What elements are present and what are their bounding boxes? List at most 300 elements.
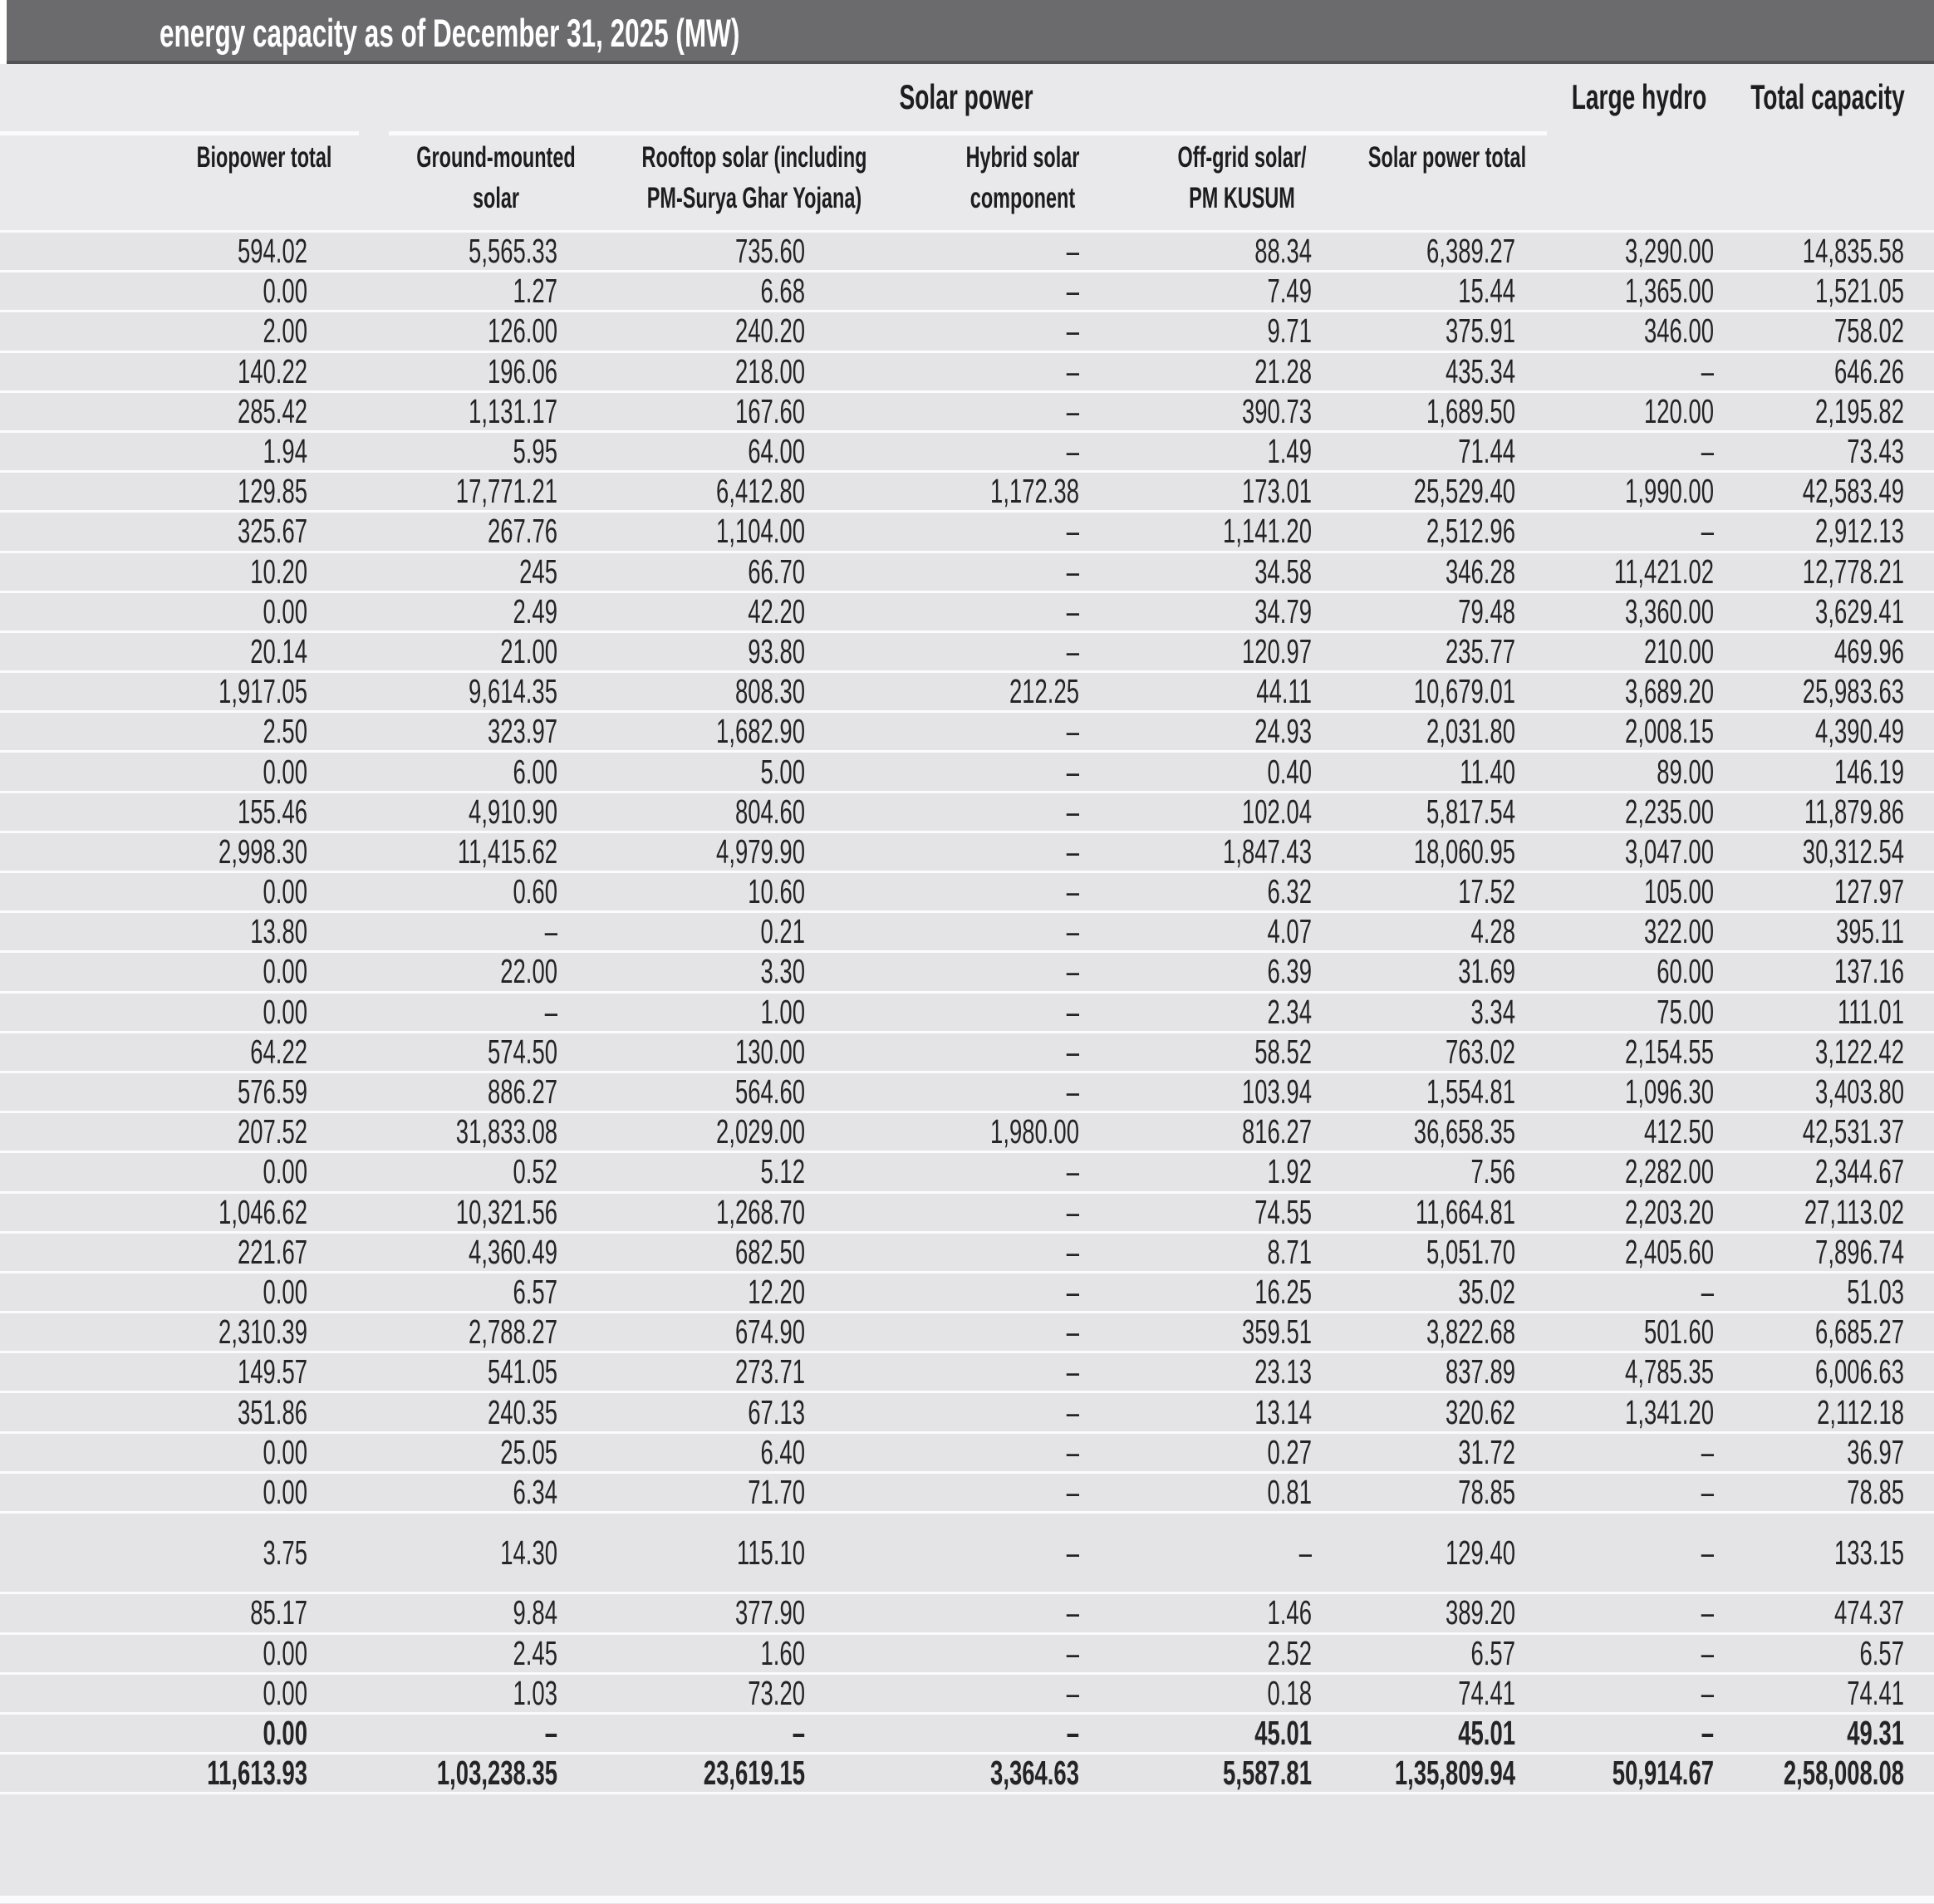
- column-header-rooftop-solar: [598, 137, 910, 218]
- column-header-line: component: [969, 182, 1076, 214]
- table-cell: –: [1066, 1472, 1079, 1511]
- table-row: [0, 1353, 1934, 1393]
- table-cell: 6.40: [760, 1432, 805, 1471]
- page-bottom-strip: [0, 1896, 1934, 1903]
- column-header-line: Hybrid solar: [965, 141, 1080, 174]
- table-cell: –: [1066, 992, 1079, 1031]
- table-cell: 85.17: [250, 1593, 307, 1632]
- table-cell: 3,689.20: [1625, 672, 1714, 711]
- table-title: energy capacity as of December 31, 2025 (MW): [160, 11, 740, 55]
- table-cell: 0.27: [1267, 1432, 1312, 1471]
- table-cell: 23.13: [1254, 1352, 1312, 1391]
- table-cell: 133.15: [1833, 1533, 1904, 1572]
- table-cell: 816.27: [1241, 1112, 1312, 1151]
- table-cell: 4,785.35: [1625, 1352, 1714, 1391]
- table-cell: 359.51: [1241, 1313, 1312, 1352]
- table-row: [0, 1594, 1934, 1634]
- table-cell: 3.34: [1470, 992, 1515, 1031]
- table-cell: 0.00: [263, 1472, 307, 1511]
- table-cell: 73.43: [1847, 432, 1904, 471]
- table-cell: 71.44: [1458, 432, 1515, 471]
- column-header-line: Ground-mounted: [416, 141, 576, 174]
- table-cell: –: [1066, 1032, 1079, 1071]
- table-cell: –: [1701, 1432, 1714, 1471]
- table-cell: 66.70: [748, 552, 805, 591]
- table-cell: –: [1701, 1472, 1714, 1511]
- table-cell: 4,390.49: [1815, 712, 1904, 751]
- table-cell: 42,531.37: [1802, 1112, 1904, 1151]
- table-cell: 2.34: [1267, 992, 1312, 1031]
- table-cell: 21.28: [1254, 351, 1312, 390]
- table-cell: 218.00: [734, 351, 805, 390]
- table-cell: 44.11: [1256, 672, 1312, 711]
- table-cell: 0.21: [760, 912, 805, 951]
- table-cell: –: [1701, 1593, 1714, 1632]
- table-cell: 2,788.27: [469, 1313, 557, 1352]
- table-cell: 1,172.38: [990, 472, 1079, 511]
- table-cell: 2,154.55: [1625, 1032, 1714, 1071]
- table-cell: –: [1066, 1232, 1079, 1271]
- table-cell: 155.46: [237, 792, 307, 831]
- table-cell: 2,031.80: [1426, 712, 1515, 751]
- table-cell: 1,341.20: [1625, 1392, 1714, 1431]
- table-cell: 235.77: [1445, 631, 1515, 670]
- table-cell: 93.80: [748, 631, 805, 670]
- table-cell: 2,008.15: [1625, 712, 1714, 751]
- table-cell: 3,629.41: [1815, 591, 1904, 631]
- table-cell: 1.46: [1267, 1593, 1312, 1632]
- table-cell: 9.71: [1267, 312, 1312, 351]
- table-cell: 64.00: [748, 432, 805, 471]
- table-cell: 804.60: [734, 792, 805, 831]
- table-cell: 111.01: [1838, 992, 1904, 1031]
- table-cell: 1,554.81: [1426, 1072, 1515, 1111]
- table-cell: –: [1701, 1633, 1714, 1672]
- table-cell: 2,58,008.08: [1783, 1754, 1904, 1793]
- table-cell: 103.94: [1241, 1072, 1312, 1111]
- table-cell: 11,415.62: [457, 832, 557, 871]
- table-cell: 18,060.95: [1413, 832, 1515, 871]
- table-cell: 51.03: [1847, 1272, 1904, 1311]
- table-cell: 10.20: [250, 552, 307, 591]
- table-cell: 6,412.80: [716, 472, 805, 511]
- table-cell: –: [1701, 351, 1714, 390]
- table-cell: 5,565.33: [469, 232, 557, 271]
- table-cell: –: [544, 1714, 557, 1753]
- table-cell: –: [544, 992, 557, 1031]
- table-cell: –: [1066, 1152, 1079, 1191]
- table-cell: 74.55: [1254, 1192, 1312, 1231]
- table-cell: 16.25: [1254, 1272, 1312, 1311]
- table-cell: 1.00: [760, 992, 805, 1031]
- table-cell: 127.97: [1833, 872, 1904, 911]
- group-header-total-capacity: Total capacity: [1750, 77, 1905, 116]
- table-cell: 3,047.00: [1625, 832, 1714, 871]
- table-cell: –: [1066, 591, 1079, 631]
- table-cell: –: [1066, 1633, 1079, 1672]
- table-cell: 31.72: [1458, 1432, 1515, 1471]
- table-cell: 469.96: [1833, 631, 1904, 670]
- table-cell: 6,006.63: [1815, 1352, 1904, 1391]
- table-cell: 1,03,238.35: [436, 1754, 557, 1793]
- table-row: [0, 1194, 1934, 1234]
- table-cell: 2,029.00: [716, 1112, 805, 1151]
- table-cell: 377.90: [734, 1593, 805, 1632]
- table-row: [0, 1073, 1934, 1113]
- table-header: [0, 64, 1934, 233]
- table-cell: 58.52: [1254, 1032, 1312, 1071]
- table-cell: –: [1066, 432, 1079, 471]
- table-row: [0, 833, 1934, 873]
- table-cell: 1.03: [513, 1673, 557, 1712]
- table-cell: 78.85: [1458, 1472, 1515, 1511]
- table-row: [0, 1675, 1934, 1715]
- table-row: [0, 1635, 1934, 1675]
- table-cell: 1.27: [513, 272, 557, 311]
- table-cell: –: [1066, 552, 1079, 591]
- table-cell: 78.85: [1847, 1472, 1904, 1511]
- table-cell: 22.00: [500, 952, 557, 991]
- table-cell: 6,685.27: [1815, 1313, 1904, 1352]
- table-row: [0, 1434, 1934, 1474]
- table-cell: 105.00: [1643, 872, 1714, 911]
- table-row: [0, 233, 1934, 272]
- table-cell: 1,131.17: [469, 391, 557, 430]
- table-cell: –: [1701, 432, 1714, 471]
- table-cell: 1,521.05: [1815, 272, 1904, 311]
- table-cell: 273.71: [734, 1352, 805, 1391]
- table-cell: 17.52: [1458, 872, 1515, 911]
- table-cell: 267.76: [487, 512, 557, 551]
- table-cell: 11,879.86: [1804, 792, 1904, 831]
- table-row: [0, 433, 1934, 473]
- table-cell: 325.67: [237, 512, 307, 551]
- column-header-line: solar: [472, 182, 520, 214]
- table-cell: 1.60: [760, 1633, 805, 1672]
- table-cell: 13.80: [250, 912, 307, 951]
- table-cell: 2.49: [513, 591, 557, 631]
- table-cell: 120.97: [1241, 631, 1312, 670]
- table-row: [0, 633, 1934, 673]
- table-cell: 1,141.20: [1223, 512, 1312, 551]
- table-cell: 501.60: [1643, 1313, 1714, 1352]
- table-cell: 35.02: [1458, 1272, 1515, 1311]
- table-cell: 4.28: [1470, 912, 1515, 951]
- table-title-bar: [7, 0, 1934, 64]
- table-cell: 320.62: [1445, 1392, 1515, 1431]
- table-cell: –: [1066, 832, 1079, 871]
- table-cell: 149.57: [237, 1352, 307, 1391]
- table-cell: –: [1066, 1272, 1079, 1311]
- table-cell: 8.71: [1267, 1232, 1312, 1271]
- table-cell: 5,587.81: [1223, 1754, 1312, 1793]
- table-cell: 24.93: [1254, 712, 1312, 751]
- table-cell: 140.22: [237, 351, 307, 390]
- column-header-line: Biopower total: [196, 141, 332, 174]
- table-cell: 0.00: [263, 952, 307, 991]
- table-row: [0, 312, 1934, 352]
- table-cell: 4,979.90: [716, 832, 805, 871]
- table-cell: 1,046.62: [218, 1192, 307, 1231]
- table-cell: 73.20: [748, 1673, 805, 1712]
- table-row: [0, 953, 1934, 993]
- table-cell: 34.79: [1254, 591, 1312, 631]
- table-cell: –: [1066, 1072, 1079, 1111]
- table-cell: 5.12: [760, 1152, 805, 1191]
- table-cell: 210.00: [1643, 631, 1714, 670]
- table-row: [0, 1153, 1934, 1193]
- table-cell: 646.26: [1833, 351, 1904, 390]
- table-cell: 137.16: [1833, 952, 1904, 991]
- table-cell: 412.50: [1643, 1112, 1714, 1151]
- table-cell: 2.52: [1267, 1633, 1312, 1672]
- table-cell: 576.59: [237, 1072, 307, 1111]
- table-cell: –: [1066, 312, 1079, 351]
- table-cell: 130.00: [734, 1032, 805, 1071]
- table-cell: 11,421.02: [1613, 552, 1714, 591]
- table-cell: 11,664.81: [1415, 1192, 1515, 1231]
- table-cell: 2,235.00: [1625, 792, 1714, 831]
- table-row: [0, 793, 1934, 833]
- table-cell: 594.02: [237, 232, 307, 271]
- table-row: [0, 913, 1934, 953]
- table-cell: 64.22: [250, 1032, 307, 1071]
- table-cell: –: [1701, 1714, 1714, 1753]
- table-cell: 12,778.21: [1802, 552, 1904, 591]
- table-cell: 221.67: [237, 1232, 307, 1271]
- table-body: [0, 233, 1934, 1794]
- table-cell: 389.20: [1445, 1593, 1515, 1632]
- table-cell: 4,360.49: [469, 1232, 557, 1271]
- table-cell: 758.02: [1833, 312, 1904, 351]
- table-cell: 30,312.54: [1802, 832, 1904, 871]
- table-row: [0, 513, 1934, 552]
- table-cell: 0.00: [263, 1714, 307, 1753]
- table-cell: –: [1298, 1533, 1312, 1572]
- table-cell: –: [1066, 631, 1079, 670]
- table-cell: 126.00: [487, 312, 557, 351]
- table-cell: 71.70: [748, 1472, 805, 1511]
- table-row: [0, 1393, 1934, 1433]
- table-cell: 6.68: [760, 272, 805, 311]
- table-cell: 27,113.02: [1804, 1192, 1904, 1231]
- table-cell: 36.97: [1847, 1432, 1904, 1471]
- table-cell: 13.14: [1254, 1392, 1312, 1431]
- table-cell: 1,980.00: [990, 1112, 1079, 1151]
- table-cell: 808.30: [734, 672, 805, 711]
- table-cell: 25,529.40: [1413, 472, 1515, 511]
- table-cell: 31.69: [1458, 952, 1515, 991]
- table-cell: 60.00: [1657, 952, 1714, 991]
- title-left-gutter: [0, 0, 7, 64]
- table-cell: 3,403.80: [1815, 1072, 1904, 1111]
- table-row: [0, 353, 1934, 393]
- table-row: [0, 1313, 1934, 1353]
- table-row: [0, 713, 1934, 753]
- table-cell: 0.00: [263, 1272, 307, 1311]
- table-cell: 0.00: [263, 752, 307, 791]
- table-cell: 6.34: [513, 1472, 557, 1511]
- table-cell: 167.60: [734, 391, 805, 430]
- table-cell: 1,365.00: [1625, 272, 1714, 311]
- table-cell: 395.11: [1836, 912, 1904, 951]
- table-cell: –: [1066, 952, 1079, 991]
- table-row: [0, 593, 1934, 633]
- table-cell: 74.41: [1847, 1673, 1904, 1712]
- table-cell: 196.06: [487, 351, 557, 390]
- table-cell: 129.85: [237, 472, 307, 511]
- column-header-line: Off-grid solar/: [1177, 141, 1307, 174]
- table-cell: 1,096.30: [1625, 1072, 1714, 1111]
- table-cell: 7.56: [1470, 1152, 1515, 1191]
- table-cell: –: [1066, 1714, 1079, 1753]
- table-cell: 11,613.93: [207, 1754, 307, 1793]
- table-cell: 10.60: [748, 872, 805, 911]
- table-cell: 75.00: [1657, 992, 1714, 1031]
- table-cell: 3.30: [760, 952, 805, 991]
- table-row: [0, 1273, 1934, 1313]
- table-cell: –: [1066, 752, 1079, 791]
- table-cell: 5,051.70: [1426, 1232, 1515, 1271]
- table-cell: –: [1701, 1673, 1714, 1712]
- table-cell: –: [1066, 1432, 1079, 1471]
- table-cell: 49.31: [1847, 1714, 1904, 1753]
- table-cell: –: [1066, 792, 1079, 831]
- table-cell: –: [792, 1714, 805, 1753]
- table-cell: 1,268.70: [716, 1192, 805, 1231]
- table-cell: –: [1066, 351, 1079, 390]
- bottom-filler: [0, 1794, 1934, 1896]
- table-cell: 10,679.01: [1413, 672, 1515, 711]
- table-cell: 6.57: [1470, 1633, 1515, 1672]
- table-cell: 285.42: [237, 391, 307, 430]
- table-cell: 3,822.68: [1426, 1313, 1515, 1352]
- table-cell: 1.94: [263, 432, 307, 471]
- table-cell: 207.52: [237, 1112, 307, 1151]
- table-cell: 6.39: [1267, 952, 1312, 991]
- table-row: [0, 553, 1934, 593]
- table-cell: 574.50: [487, 1032, 557, 1071]
- group-header-large-hydro: Large hydro: [1571, 77, 1707, 116]
- table-cell: 6.57: [513, 1272, 557, 1311]
- table-cell: 346.00: [1643, 312, 1714, 351]
- table-cell: 6.57: [1859, 1633, 1904, 1672]
- table-cell: 322.00: [1643, 912, 1714, 951]
- table-cell: 42.20: [748, 591, 805, 631]
- table-cell: 2.00: [263, 312, 307, 351]
- table-cell: 67.13: [748, 1392, 805, 1431]
- table-cell: 837.89: [1445, 1352, 1515, 1391]
- table-cell: 541.05: [487, 1352, 557, 1391]
- table-cell: 1,990.00: [1625, 472, 1714, 511]
- table-cell: 2,405.60: [1625, 1232, 1714, 1271]
- table-cell: 2,998.30: [218, 832, 307, 871]
- table-cell: –: [1066, 712, 1079, 751]
- table-cell: 12.20: [748, 1272, 805, 1311]
- table-cell: 1.92: [1267, 1152, 1312, 1191]
- table-cell: 474.37: [1833, 1593, 1904, 1632]
- table-cell: 1,682.90: [716, 712, 805, 751]
- table-row: [0, 1715, 1934, 1754]
- group-header-solar-power: Solar power: [899, 77, 1033, 116]
- table-cell: 0.00: [263, 1673, 307, 1712]
- table-cell: 42,583.49: [1802, 472, 1904, 511]
- table-cell: 682.50: [734, 1232, 805, 1271]
- table-cell: –: [1066, 1192, 1079, 1231]
- table-cell: 5.00: [760, 752, 805, 791]
- table-cell: 0.00: [263, 1633, 307, 1672]
- table-cell: –: [1066, 272, 1079, 311]
- table-cell: 0.60: [513, 872, 557, 911]
- table-cell: –: [1066, 512, 1079, 551]
- column-header-line: Solar power total: [1367, 141, 1527, 174]
- table-cell: 89.00: [1657, 752, 1714, 791]
- table-cell: 4.07: [1267, 912, 1312, 951]
- table-row: [0, 1474, 1934, 1514]
- header-underline-solar-power: [389, 131, 1547, 135]
- table-cell: 120.00: [1643, 391, 1714, 430]
- table-cell: 21.00: [500, 631, 557, 670]
- table-cell: 17,771.21: [455, 472, 557, 511]
- table-cell: 0.00: [263, 591, 307, 631]
- table-cell: 2,203.20: [1625, 1192, 1714, 1231]
- table-cell: 31,833.08: [455, 1112, 557, 1151]
- table-row: [0, 1234, 1934, 1273]
- header-underline-left-segment: [0, 131, 359, 135]
- table-cell: 14,835.58: [1802, 232, 1904, 271]
- table-cell: 173.01: [1241, 472, 1312, 511]
- table-row: [0, 393, 1934, 433]
- table-cell: 245: [519, 552, 557, 591]
- table-cell: 34.58: [1254, 552, 1312, 591]
- table-cell: –: [1701, 512, 1714, 551]
- table-cell: 390.73: [1241, 391, 1312, 430]
- table-cell: 886.27: [487, 1072, 557, 1111]
- table-cell: 23,619.15: [703, 1754, 805, 1793]
- table-cell: 6,389.27: [1426, 232, 1515, 271]
- table-cell: 45.01: [1254, 1714, 1312, 1753]
- table-cell: 11.40: [1460, 752, 1515, 791]
- table-cell: 375.91: [1445, 312, 1515, 351]
- table-cell: 1,917.05: [218, 672, 307, 711]
- table-row: [0, 1033, 1934, 1073]
- table-cell: 2,512.96: [1426, 512, 1515, 551]
- table-cell: –: [1066, 1392, 1079, 1431]
- table-cell: –: [1066, 1593, 1079, 1632]
- table-cell: –: [1066, 872, 1079, 911]
- table-cell: 74.41: [1458, 1673, 1515, 1712]
- table-cell: 1,35,809.94: [1394, 1754, 1515, 1793]
- table-cell: 212.25: [1009, 672, 1079, 711]
- table-cell: 146.19: [1833, 752, 1904, 791]
- title-strip: [0, 0, 1934, 64]
- table-cell: 102.04: [1241, 792, 1312, 831]
- table-cell: 240.20: [734, 312, 805, 351]
- table-cell: 79.48: [1458, 591, 1515, 631]
- table-cell: 1,847.43: [1223, 832, 1312, 871]
- table-cell: 2,912.13: [1815, 512, 1904, 551]
- table-cell: 115.10: [737, 1533, 805, 1572]
- table-cell: –: [544, 912, 557, 951]
- table-cell: 351.86: [237, 1392, 307, 1431]
- table-cell: –: [1066, 232, 1079, 271]
- table-cell: 2,344.67: [1815, 1152, 1904, 1191]
- table-cell: –: [1066, 391, 1079, 430]
- column-header-line: PM KUSUM: [1189, 182, 1295, 214]
- table-cell: –: [1701, 1272, 1714, 1311]
- table-cell: 1,689.50: [1426, 391, 1515, 430]
- table-cell: –: [1701, 1533, 1714, 1572]
